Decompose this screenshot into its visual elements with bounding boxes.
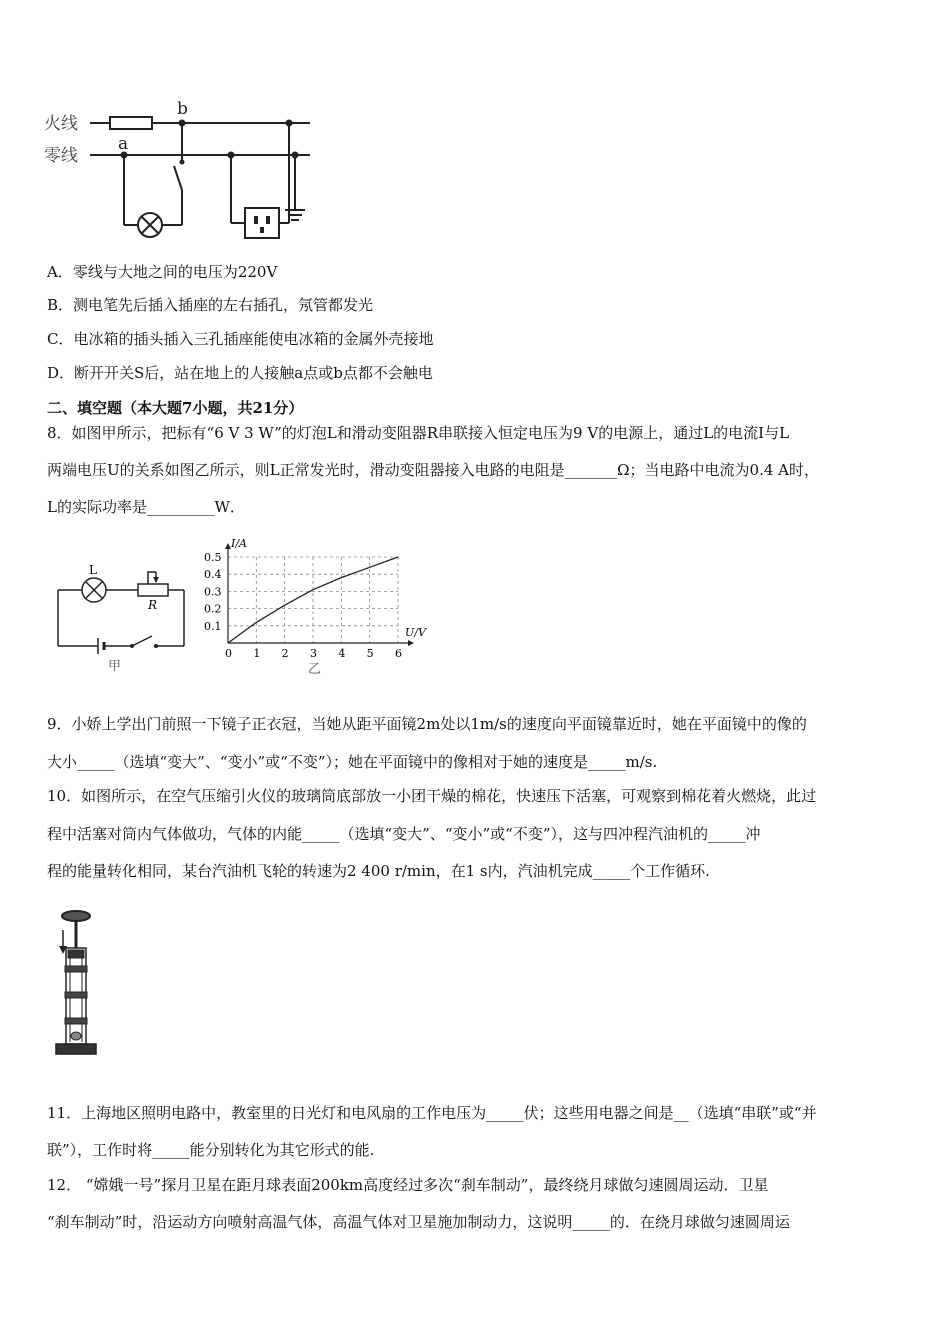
q11-line1: 11．上海地区照明电路中，教室里的日光灯和电风扇的工作电压为_____伏；这些用电器之间是__（选填“串联”或“并 xyxy=(47,1104,817,1122)
fuse xyxy=(110,117,152,129)
socket xyxy=(245,208,279,238)
chart-y-tick-label: 0.3 xyxy=(204,585,222,599)
lamp-label: L xyxy=(89,563,97,577)
chart-tick-labels xyxy=(204,551,402,660)
q9-line1: 9．小娇上学出门前照一下镜子正衣冠，当她从距平面镜2m处以1m/s的速度向平面镜靠近时，她在平面镜中的像的 xyxy=(47,715,807,733)
point-b-label: b xyxy=(177,99,188,119)
chart-y-tick-label: 0.2 xyxy=(204,602,222,616)
chart-x-arrow xyxy=(408,640,414,646)
q10-line1: 10．如图所示，在空气压缩引火仪的玻璃筒底部放一小团干燥的棉花，快速压下活塞，可观察到棉花着火燃烧，此过 xyxy=(47,787,817,805)
chart-x-tick-label: 3 xyxy=(310,647,317,660)
point-a-label: a xyxy=(118,134,129,154)
q7-option-a: A．零线与大地之间的电压为220V xyxy=(47,263,278,281)
chart-x-tick-label: 1 xyxy=(253,647,261,660)
chart-ylabel: I/A xyxy=(231,537,247,550)
q8-line1: 8．如图甲所示，把标有“6 V 3 W”的灯泡L和滑动变阻器R串联接入恒定电压为9 V的电源上，通过L的电流I与L xyxy=(47,424,790,442)
live-wire-label: 火线 xyxy=(44,114,78,134)
q12-line1: 12． “嫦娥一号”探月卫星在距月球表面200km高度经过多次“刹车制动”，最终绕月球做匀速圆周运动．卫星 xyxy=(47,1176,769,1194)
fig-yi-chart xyxy=(200,535,440,680)
q7-option-d: D．断开开关S后，站在地上的人接触a点或b点都不会触电 xyxy=(47,364,433,382)
q11-line2: 联”），工作时将_____能分别转化为其它形式的能. xyxy=(47,1141,375,1159)
household-circuit-figure xyxy=(40,98,320,248)
fig-jia-caption: 甲 xyxy=(108,659,122,674)
switch-s xyxy=(174,166,182,190)
rheostat-label: R xyxy=(148,598,158,612)
q10-line2: 程中活塞对筒内气体做功，气体的内能_____（选填“变大”、“变小”或“不变”），这与四冲程汽油机的_____冲 xyxy=(47,825,761,843)
chart-y-tick-label: 0.5 xyxy=(204,551,222,564)
fig-jia-circuit xyxy=(52,560,192,675)
section2-title: 二、填空题（本大题7小题，共21分） xyxy=(47,399,304,417)
q7-option-c: C．电冰箱的插头插入三孔插座能使电冰箱的金属外壳接地 xyxy=(47,330,434,348)
chart-x-tick-label: 2 xyxy=(281,647,289,660)
chart-caption: 乙 xyxy=(308,662,322,677)
neutral-wire-label: 零线 xyxy=(44,146,78,166)
chart-x-tick-label: 4 xyxy=(338,647,346,660)
chart-xlabel: U/V xyxy=(405,626,426,639)
chart-y-tick-label: 0.4 xyxy=(204,568,222,582)
q9-line2: 大小_____（选填“变大”、“变小”或“不变”）；她在平面镜中的像相对于她的速度是_____m/s. xyxy=(47,753,658,771)
q7-option-b: B．测电笔先后插入插座的左右插孔，氖管都发光 xyxy=(47,296,374,314)
q10-line3: 程的能量转化相同，某台汽油机飞轮的转速为2 400 r/min，在1 s内，汽油机完成_____个工作循环. xyxy=(47,862,710,880)
switch xyxy=(132,636,152,646)
compression-fire-starter-figure xyxy=(48,908,108,1060)
chart-axes xyxy=(225,543,414,646)
q12-line2: “刹车制动”时，沿运动方向喷射高温气体，高温气体对卫星施加制动力，这说明_____的．在绕月球做匀速圆周运 xyxy=(47,1213,790,1231)
q8-line2: 两端电压U的关系如图乙所示，则L正常发光时，滑动变阻器接入电路的电阻是_______Ω；当电路中电流为0.4 A时， xyxy=(47,461,819,479)
chart-grid xyxy=(228,557,398,643)
chart-x-tick-label: 5 xyxy=(366,647,374,660)
chart-x-tick-label: 0 xyxy=(225,647,232,660)
rheostat-r xyxy=(138,584,168,596)
chart-y-tick-label: 0.1 xyxy=(204,619,222,633)
q8-line3: L的实际功率是_________W． xyxy=(47,498,245,516)
chart-x-tick-label: 6 xyxy=(395,647,402,660)
